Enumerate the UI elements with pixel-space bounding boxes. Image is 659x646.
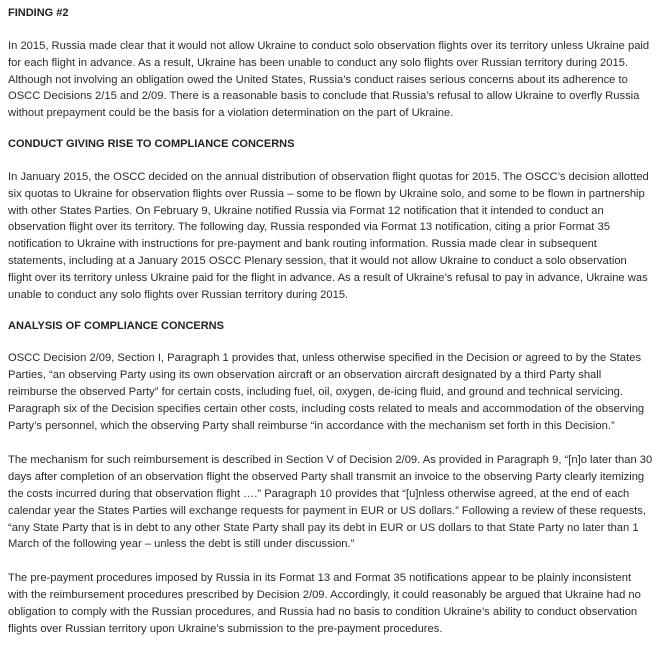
analysis-heading: ANALYSIS OF COMPLIANCE CONCERNS [8, 320, 224, 333]
finding-heading: FINDING #2 [8, 7, 69, 19]
analysis-paragraph-2: The mechanism for such reimbursement is described in Section V of Decision 2/09. As provided in Paragraph 9, “[n]o later than 30 days after completion of an observation flight the observed Party shall transmit an invoice to the observing Party clearly itemizing the costs incurred during that observation flight ….” Paragraph 10 provides that “[u]nless otherwise agreed, at the end of each calendar year the States Parties will exchange requests for payment in EUR or US dollars.” Following a review of these requests, “any State Party that is in debt to any other State Party shall pay its debt in EUR or US dollars to that State Party no later than 1 March of the following year – unless the debt is still under discussion.” [8, 454, 653, 551]
conduct-heading: CONDUCT GIVING RISE TO COMPLIANCE CONCERNS [8, 137, 295, 150]
analysis-paragraph-1: OSCC Decision 2/09, Section I, Paragraph 1 provides that, unless otherwise specified in the Decision or agreed to by the States Parties, “an observing Party using its own observation aircraft or an observation aircraft designated by a third Party shall reimburse the observed Party” for certain costs, including fuel, oil, oxygen, de-icing fluid, and ground and technical servicing. Paragraph six of the Decision specifies certain other costs, including costs related to meals and accommodation of the observing Party’s personnel, which the observing Party shall reimburse “in accordance with the mechanism set forth in this Decision.” [8, 352, 645, 432]
conduct-paragraph: In January 2015, the OSCC decided on the annual distribution of observation flight quotas for 2015. The OSCC’s decision allotted six quotas to Ukraine for observation flights over Russia – some to be flown by Ukraine solo, and some to be flown in partnership with other States Parties. On February 9, Ukraine notified Russia via Format 12 notification that it intended to conduct an observation flight over its territory. The following day, Russia responded via Format 13 notification, citing a prior Format 35 notification to Ukraine with instructions for pre-payment and bank routing information. Russia made clear in subsequent statements, including at a January 2015 OSCC Plenary session, that it would not allow Ukraine to conduct a solo observation flight over its territory unless Ukraine paid for the flight in advance. As a result of Ukraine’s refusal to pay in advance, Ukraine was unable to conduct any solo flights over Russian territory during 2015. [8, 170, 649, 301]
finding-paragraph: In 2015, Russia made clear that it would not allow Ukraine to conduct solo observation flights over its territory unless Ukraine paid for each flight in advance. As a result, Ukraine has been unable to conduct any solo flights over Russian territory during 2015. Although not involving an obligation owed the United States, Russia’s conduct raises serious concerns about its adherence to OSCC Decisions 2/15 and 2/09. There is a reasonable basis to conclude that Russia’s refusal to allow Ukraine to overfly Russia without prepayment could be the basis for a violation determination on the part of Ukraine. [8, 40, 650, 120]
analysis-paragraph-3: The pre-payment procedures imposed by Russia in its Format 13 and Format 35 notifications appear to be plainly inconsistent with the reimbursement procedures prescribed by Decision 2/09. Accordingly, it could reasonably be argued that Ukraine had no obligation to comply with the Russian procedures, and Russia had no basis to condition Ukraine’s ability to conduct observation flights over Russian territory upon Ukraine’s submission to the pre-payment procedures. [8, 572, 641, 635]
